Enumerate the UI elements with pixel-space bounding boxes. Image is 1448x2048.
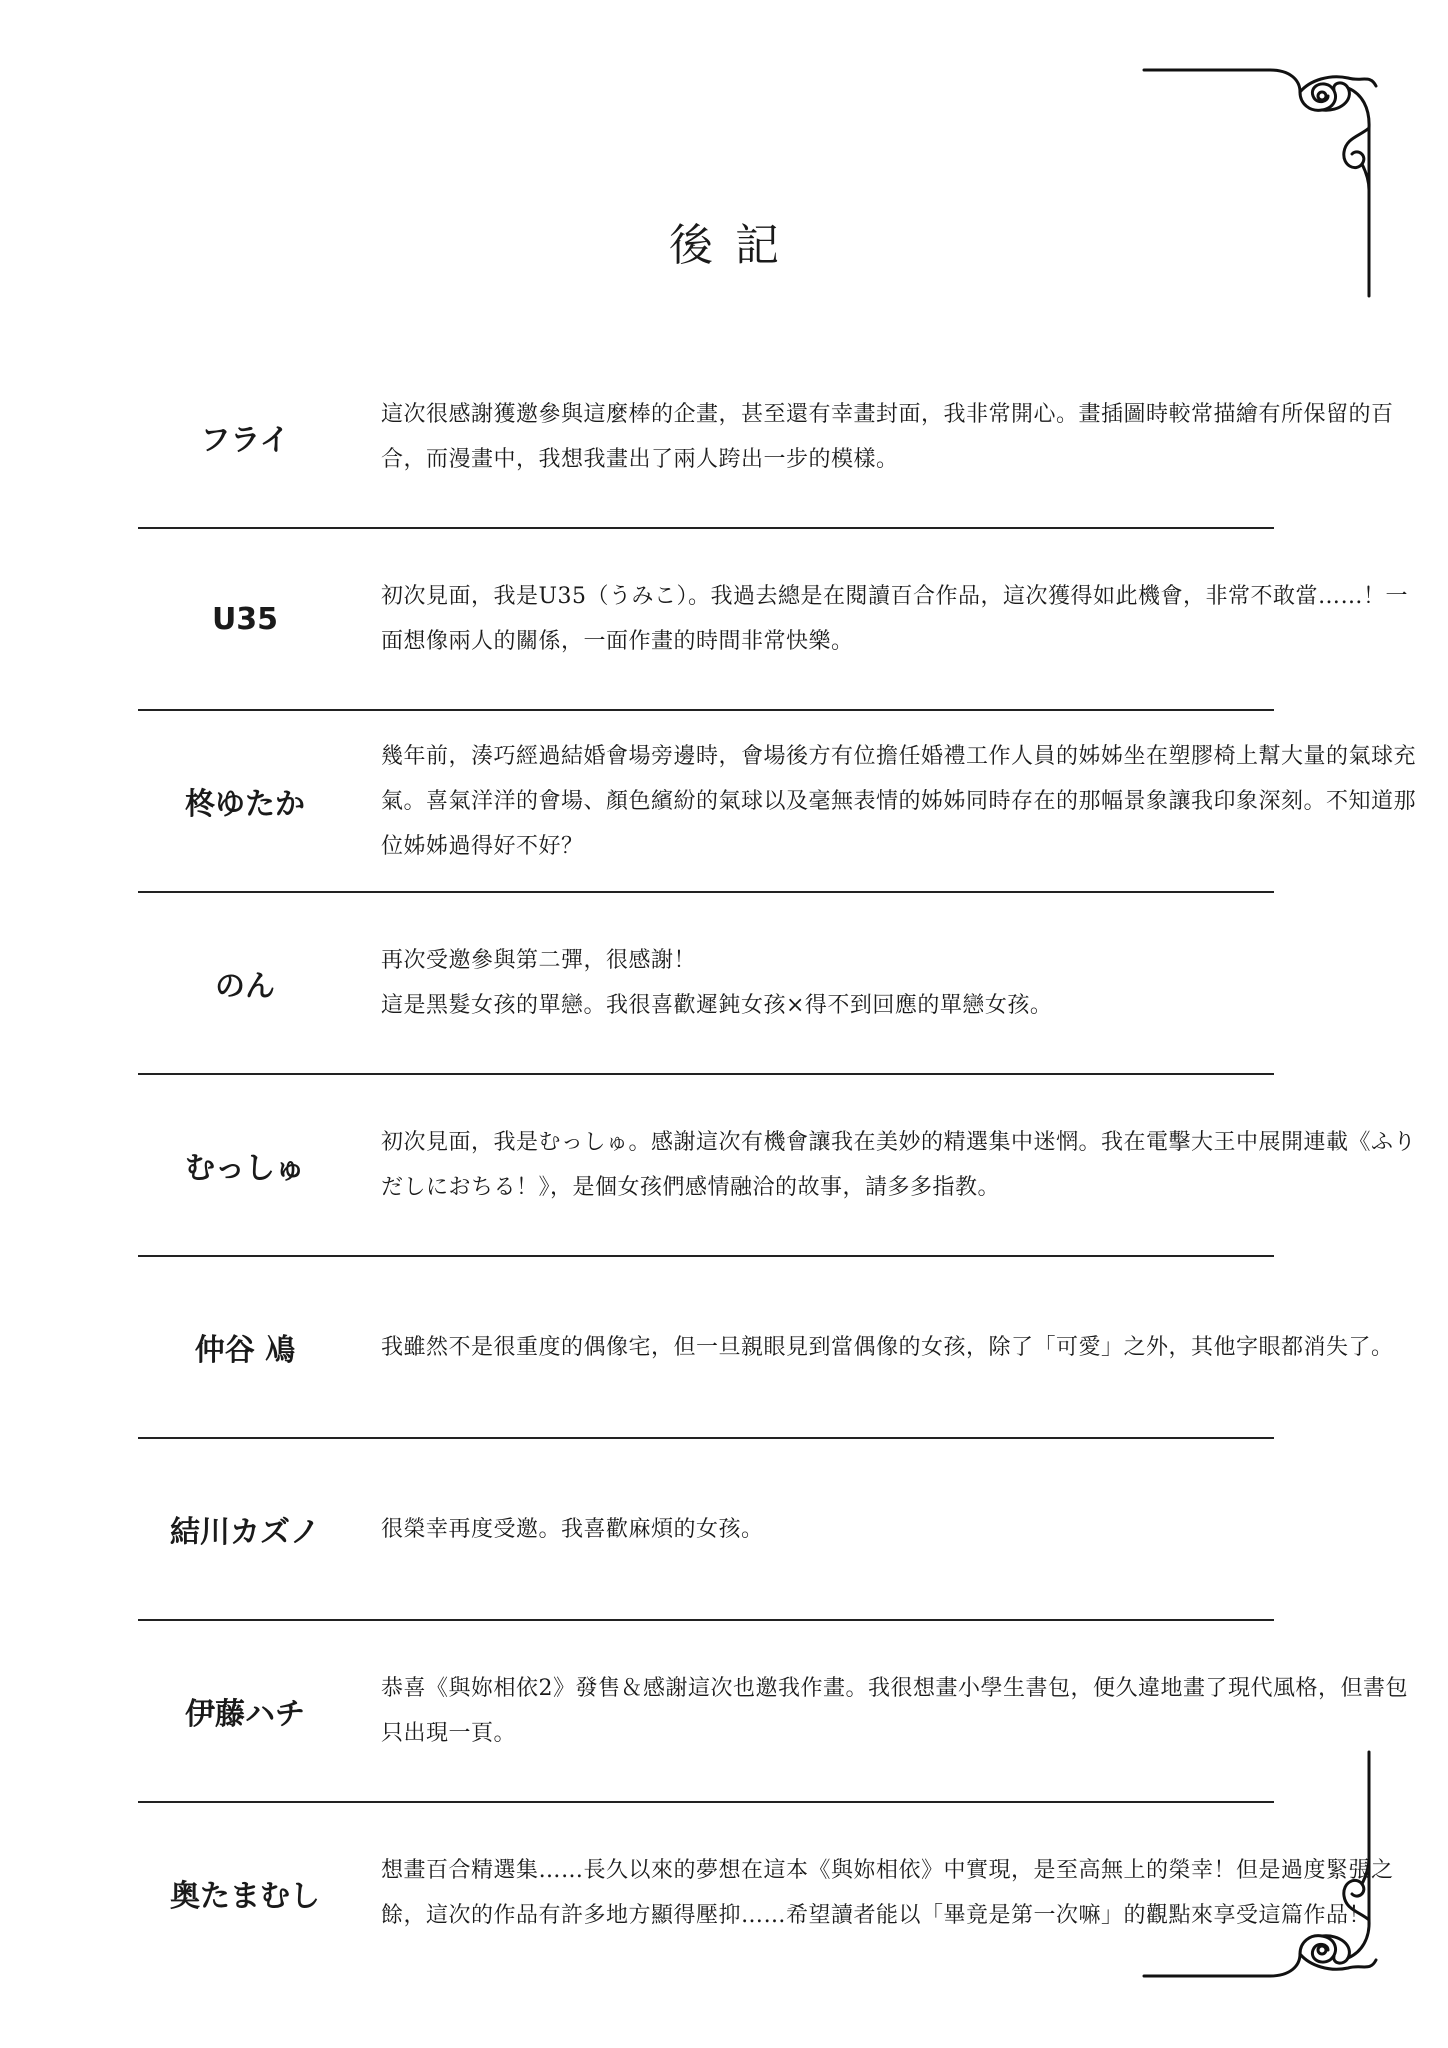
- author-name: むっしゅ: [185, 1151, 305, 1186]
- author-message: 很榮幸再度受邀。我喜歡麻煩的女孩。: [381, 1516, 764, 1542]
- author-name: U35: [211, 601, 279, 637]
- author-name: フライ: [200, 423, 290, 458]
- afterword-entry: [138, 1075, 1417, 1257]
- author-name: のん: [215, 969, 275, 1004]
- afterword-entry: [138, 711, 1417, 893]
- author-message: 我雖然不是很重度的偶像宅，但一旦親眼見到當偶像的女孩，除了「可愛」之外，其他字眼都消失了。: [381, 1334, 1394, 1360]
- afterword-entry: [138, 893, 1274, 1075]
- author-message: 恭喜《與妳相依2》發售＆感謝這次也邀我作畫。我很想畫小學生書包，便久違地畫了現代風格，但書包只出現一頁。: [381, 1676, 1409, 1746]
- author-message: 想畫百合精選集……長久以來的夢想在這本《與妳相依》中實現，是至高無上的榮幸！但是過度緊張之餘，這次的作品有許多地方顯得壓抑……希望讀者能以「畢竟是第一次嘛」的觀點來享受這篇作品！: [381, 1858, 1394, 1928]
- afterword-entry: [138, 1803, 1394, 1985]
- afterword-list: [138, 347, 1417, 1985]
- page-title: 後記: [669, 220, 801, 272]
- author-name: 柊ゆたか: [185, 787, 305, 822]
- author-name: 結川カズノ: [170, 1515, 320, 1550]
- author-message: 這次很感謝獲邀參與這麼棒的企畫，甚至還有幸畫封面，我非常開心。畫插圖時較常描繪有所保留的百合，而漫畫中，我想我畫出了兩人跨出一步的模樣。: [381, 402, 1394, 472]
- afterword-entry: [138, 1257, 1394, 1439]
- afterword-entry: [138, 347, 1394, 529]
- author-message: 再次受邀參與第二彈，很感謝！ 這是黑髮女孩的單戀。我很喜歡遲鈍女孩×得不到回應的單戀女孩。: [381, 948, 1053, 1018]
- afterword-entry: [138, 1439, 1274, 1621]
- author-message: 初次見面，我是むっしゅ。感謝這次有機會讓我在美妙的精選集中迷惘。我在電擊大王中展開連載《ふりだしにおちる！》，是個女孩們感情融洽的故事，請多多指教。: [381, 1130, 1417, 1200]
- author-message: 初次見面，我是U35（うみこ）。我過去總是在閱讀百合作品，這次獲得如此機會，非常不敢當……！一面想像兩人的關係，一面作畫的時間非常快樂。: [381, 584, 1409, 654]
- author-name: 奥たまむし: [170, 1879, 320, 1914]
- author-message: 幾年前，湊巧經過結婚會場旁邊時，會場後方有位擔任婚禮工作人員的姊姊坐在塑膠椅上幫大量的氣球充氣。喜氣洋洋的會場、顏色繽紛的氣球以及毫無表情的姊姊同時存在的那幅景象讓我印象深刻。不知道那位姊姊過得好不好？: [381, 743, 1417, 859]
- author-name: 仲谷 鳰: [194, 1333, 296, 1368]
- afterword-entry: [138, 1621, 1409, 1803]
- author-name: 伊藤ハチ: [185, 1697, 305, 1732]
- afterword-entry: [138, 529, 1409, 711]
